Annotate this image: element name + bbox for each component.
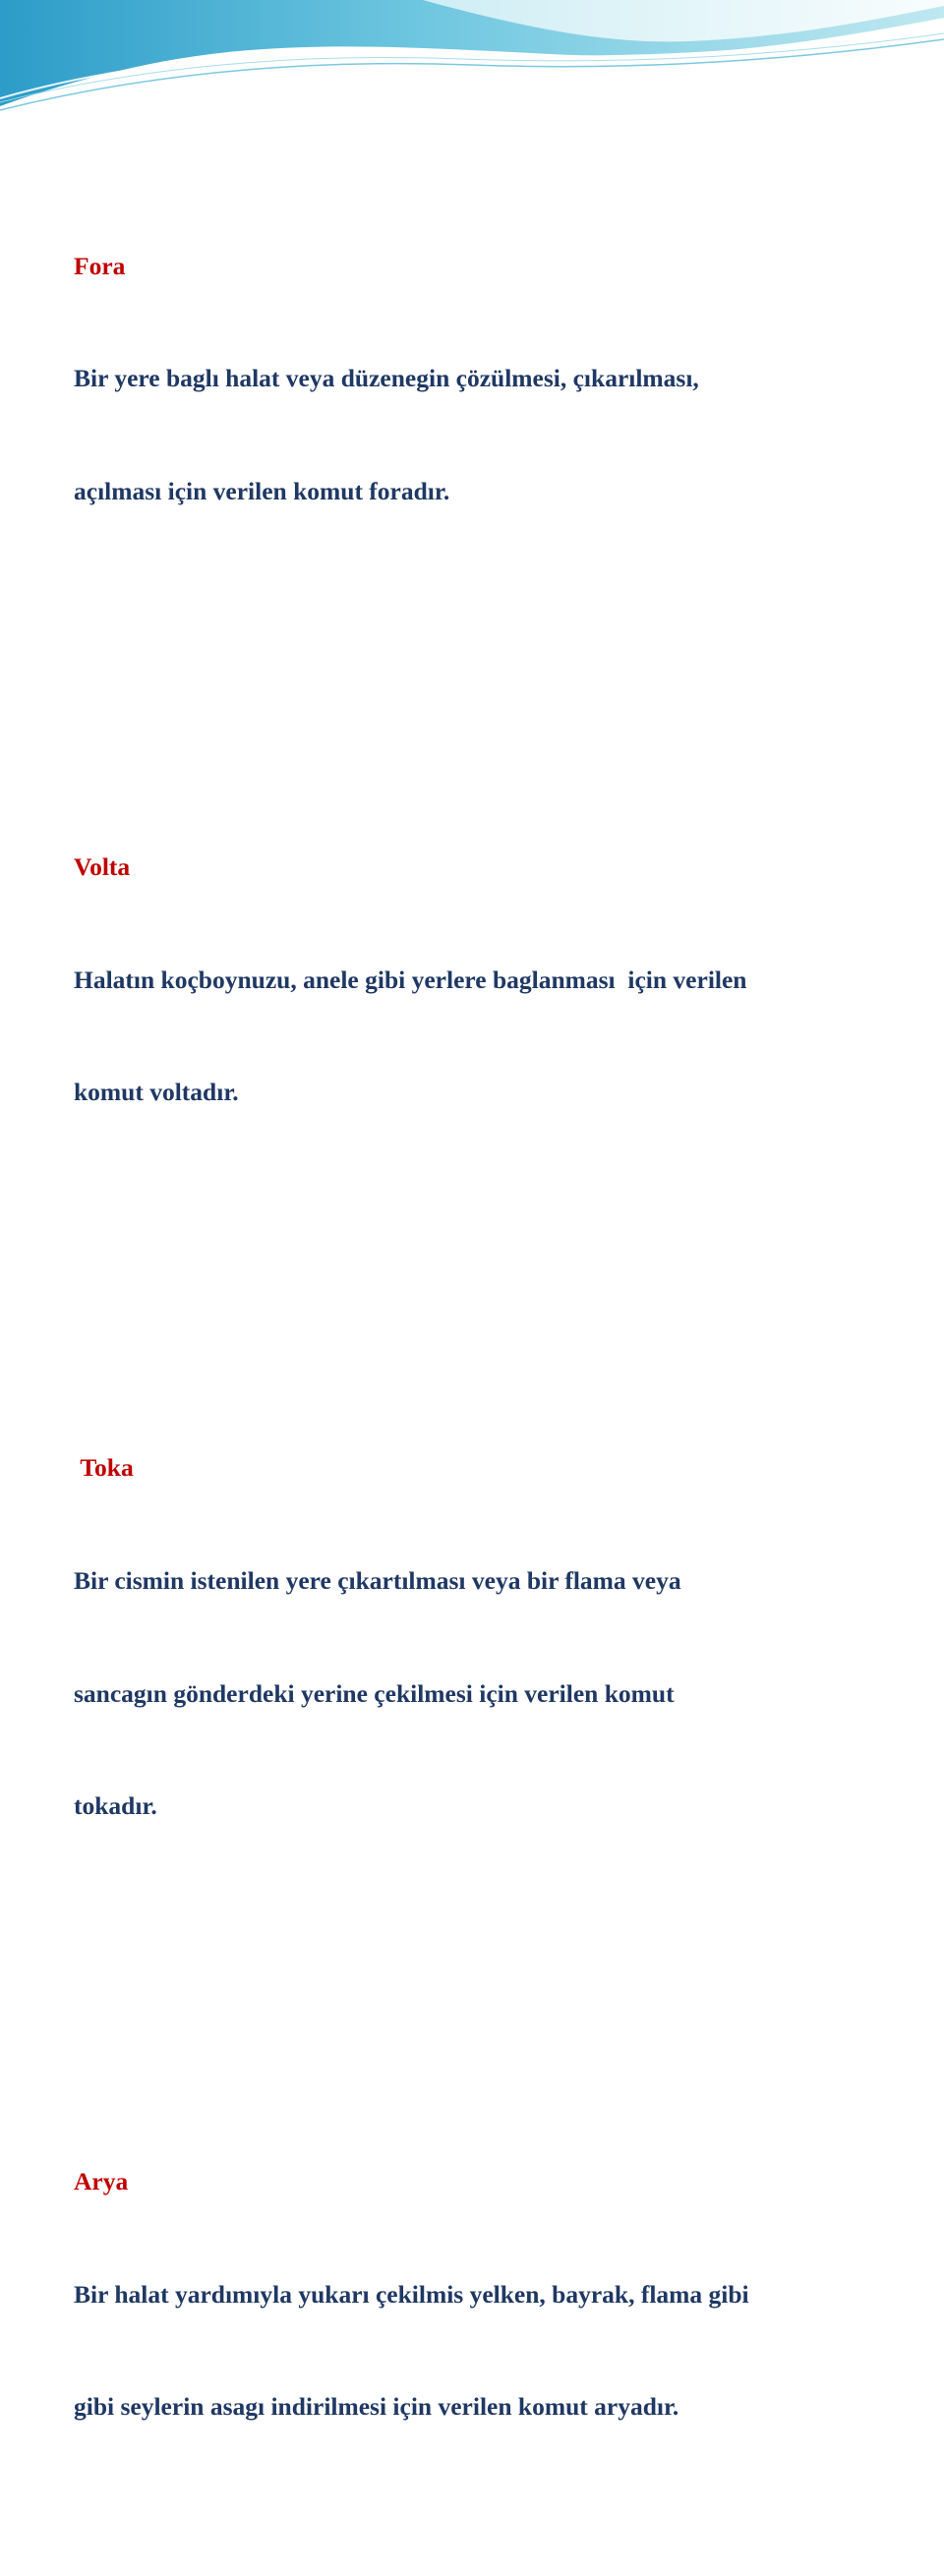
definition-line: gibi seylerin asagı indirilmesi için verilen komut aryadır. — [74, 2392, 679, 2422]
definition-line: Bir cismin istenilen yere çıkartılması veya bir flama veya — [74, 1565, 681, 1595]
section-fora — [74, 172, 929, 585]
definition-line: Halatın koçboynuzu, anele gibi yerlere baglanması için verilen — [74, 965, 747, 994]
section-spacer — [74, 1261, 929, 1299]
term-heading: Volta — [74, 852, 131, 882]
term-heading: Arya — [74, 2167, 129, 2196]
definition-line: tokadır. — [74, 1791, 157, 1821]
definition-line: Bir halat yardımıyla yukarı çekilmis yelken, bayrak, flama gibi — [74, 2279, 749, 2309]
term-heading: Fora — [74, 251, 126, 280]
section-spacer — [74, 661, 929, 698]
definition-line: Bir yere baglı halat veya düzenegin çözülmesi, çıkarılması, — [74, 364, 699, 393]
section-arya — [74, 2088, 929, 2501]
definition-line: sancagın gönderdeki yerine çekilmesi için verilen komut — [74, 1678, 675, 1708]
section-toka — [74, 1375, 929, 1901]
term-heading: Toka — [74, 1453, 134, 1483]
slide-content — [74, 97, 929, 2576]
definition-line: açılması için verilen komut foradır. — [74, 477, 450, 506]
section-volta — [74, 774, 929, 1187]
definition-line: komut voltadır. — [74, 1078, 239, 1107]
section-spacer — [74, 1975, 929, 2013]
